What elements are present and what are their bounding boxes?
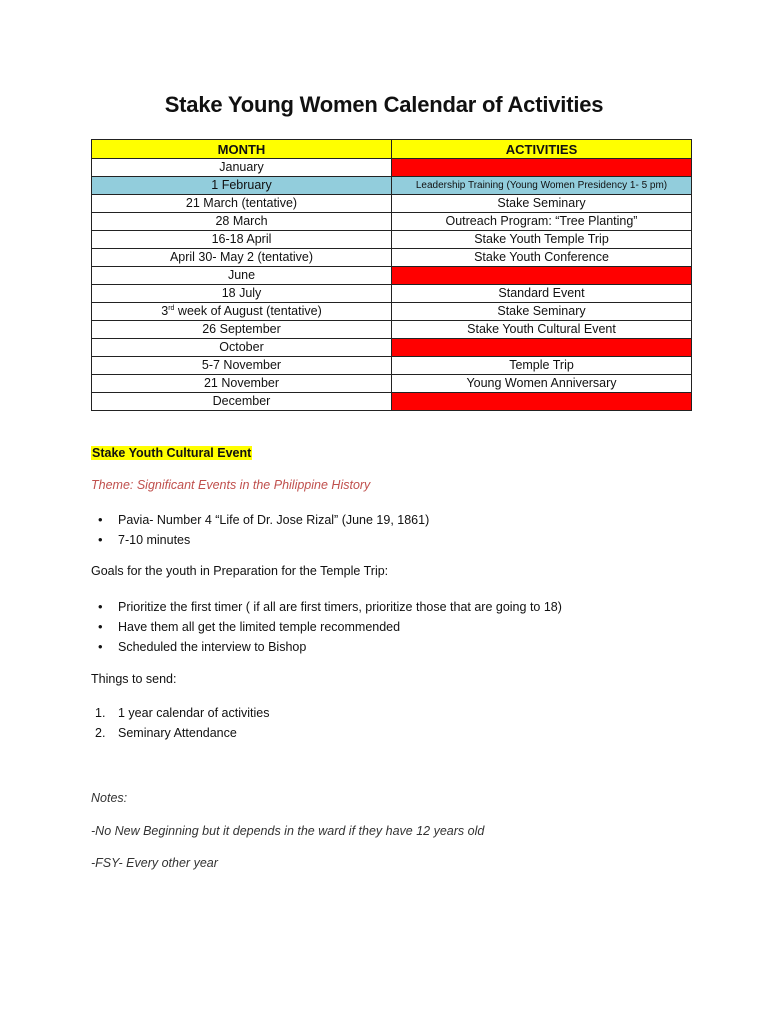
activity-cell: Stake Youth Temple Trip (392, 231, 692, 249)
table-row (92, 231, 692, 249)
activity-cell-empty (392, 339, 692, 357)
month-cell: 28 March (92, 213, 392, 231)
cultural-event-heading: Stake Youth Cultural Event (92, 446, 252, 460)
list-item-text: Seminary Attendance (118, 726, 237, 740)
table-row (92, 375, 692, 393)
table-row (92, 339, 692, 357)
month-column-header: MONTH (92, 140, 392, 159)
activity-cell: Temple Trip (392, 357, 692, 375)
activity-cell: Leadership Training (Young Women Presidency 1- 5 pm) (392, 177, 692, 195)
month-cell: 5-7 November (92, 357, 392, 375)
month-cell-rest: week of August (tentative) (174, 304, 322, 318)
list-number: 1. (95, 706, 106, 720)
table-row (92, 249, 692, 267)
list-item: • Prioritize the first timer ( if all are first timers, prioritize those that are going to 18) (118, 597, 562, 617)
activities-table (91, 139, 692, 411)
month-cell: October (92, 339, 392, 357)
activity-cell: Outreach Program: “Tree Planting” (392, 213, 692, 231)
activity-cell: Standard Event (392, 285, 692, 303)
table-row (92, 393, 692, 411)
list-item: • Scheduled the interview to Bishop (118, 637, 562, 657)
table-row (92, 285, 692, 303)
activity-cell-empty (392, 159, 692, 177)
activities-column-header: ACTIVITIES (392, 140, 692, 159)
activity-cell: Stake Seminary (392, 303, 692, 321)
activity-cell: Stake Youth Cultural Event (392, 321, 692, 339)
list-item-text: 1 year calendar of activities (118, 706, 270, 720)
month-cell: 18 July (92, 285, 392, 303)
cultural-event-theme: Theme: Significant Events in the Philippine History (91, 478, 371, 492)
activity-cell: Young Women Anniversary (392, 375, 692, 393)
month-ordinal-suffix: rd (168, 304, 175, 312)
month-cell: April 30- May 2 (tentative) (92, 249, 392, 267)
month-cell: December (92, 393, 392, 411)
notes-line: -No New Beginning but it depends in the ward if they have 12 years old (91, 824, 485, 838)
month-ordinal-number: 3 (161, 304, 169, 318)
activity-cell: Stake Seminary (392, 195, 692, 213)
list-item: • Have them all get the limited temple recommended (118, 617, 562, 637)
month-cell: 1 February (92, 177, 392, 195)
activity-cell-empty (392, 393, 692, 411)
table-row (92, 303, 692, 321)
goals-heading: Goals for the youth in Preparation for the Temple Trip: (91, 564, 389, 578)
activity-cell: Stake Youth Conference (392, 249, 692, 267)
table-row (92, 159, 692, 177)
notes-heading: Notes: (91, 791, 128, 805)
list-item (95, 723, 269, 743)
list-item: • 7-10 minutes (118, 530, 429, 550)
table-row (92, 357, 692, 375)
cultural-event-list (118, 510, 429, 550)
goals-list (118, 597, 562, 657)
table-row (92, 177, 692, 195)
things-to-send-list (95, 703, 270, 743)
table-row (92, 213, 692, 231)
table-row (92, 321, 692, 339)
month-cell: June (92, 267, 392, 285)
activity-cell-empty (392, 267, 692, 285)
things-to-send-heading: Things to send: (91, 672, 177, 686)
month-cell: 21 March (tentative) (92, 195, 392, 213)
page-title: Stake Young Women Calendar of Activities (164, 92, 604, 117)
month-cell: 21 November (92, 375, 392, 393)
month-cell (92, 303, 392, 321)
month-cell: 26 September (92, 321, 392, 339)
month-cell: January (92, 159, 392, 177)
list-number: 2. (95, 726, 106, 740)
list-item (95, 703, 270, 723)
list-item: • Pavia- Number 4 “Life of Dr. Jose Rizal” (June 19, 1861) (118, 510, 429, 530)
notes-line: -FSY- Every other year (91, 856, 218, 870)
month-cell: 16-18 April (92, 231, 392, 249)
table-row (92, 267, 692, 285)
table-header-row (92, 140, 692, 159)
table-row (92, 195, 692, 213)
